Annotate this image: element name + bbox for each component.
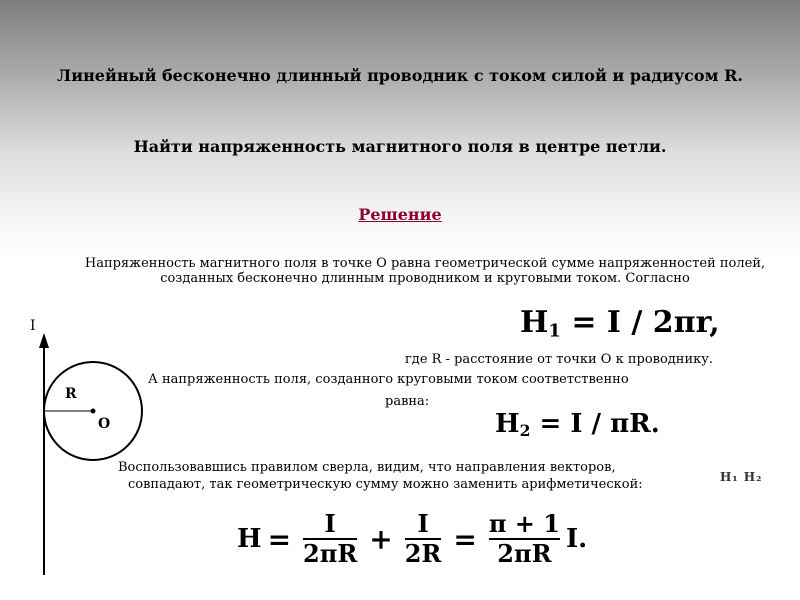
fraction-3-denominator: 2πR [497, 539, 552, 568]
formula-h2: $H_2 = I / \pi R$. [495, 409, 660, 440]
formula-tail: I. [565, 524, 588, 554]
plus-sign: + [369, 522, 393, 556]
fraction-1-numerator: I [324, 509, 336, 538]
fraction-1-denominator: 2πR [303, 539, 358, 568]
rule-text-1: Воспользовавшись правилом сверла, видим, что направления векторов, [118, 460, 616, 475]
center-label: O [98, 416, 111, 432]
solution-paragraph: Напряженность магнитного поля в точке О равна геометрической сумме напряженностей полей, созданных бесконечно длинным проводником и круговыми током. Согласно [84, 256, 766, 286]
fraction-3-numerator: π + 1 [488, 509, 560, 538]
current-arrow-icon [39, 333, 49, 348]
fraction-2-numerator: I [417, 509, 429, 538]
equals-label: равна: [385, 394, 430, 409]
problem-line-1: Линейный бесконечно длинный проводник с током силой и радиусом R. [57, 66, 743, 85]
center-point [91, 409, 96, 414]
formula-h1: $H_1 = I / 2\pi r$, [520, 305, 720, 342]
problem-line-2: Найти напряженность магнитного поля в центре петли. [133, 137, 667, 156]
equals-sign-1: = [267, 522, 292, 556]
solution-heading[interactable]: Решение [358, 205, 442, 224]
h-total: H [237, 524, 262, 554]
radius-label: R [65, 386, 77, 402]
where-text: где R - расстояние от точки О к проводнику. [405, 352, 714, 367]
rule-text-2: совпадают, так геометрическую сумму можно заменить арифметической: [128, 477, 643, 492]
fraction-2-denominator: 2R [404, 539, 442, 568]
vectors-inline: H₁ H₂ [720, 470, 763, 484]
second-field-text: А напряженность поля, созданного круговыми током соответственно [148, 372, 629, 387]
equals-sign-2: = [453, 522, 477, 556]
current-label: I [30, 318, 36, 334]
